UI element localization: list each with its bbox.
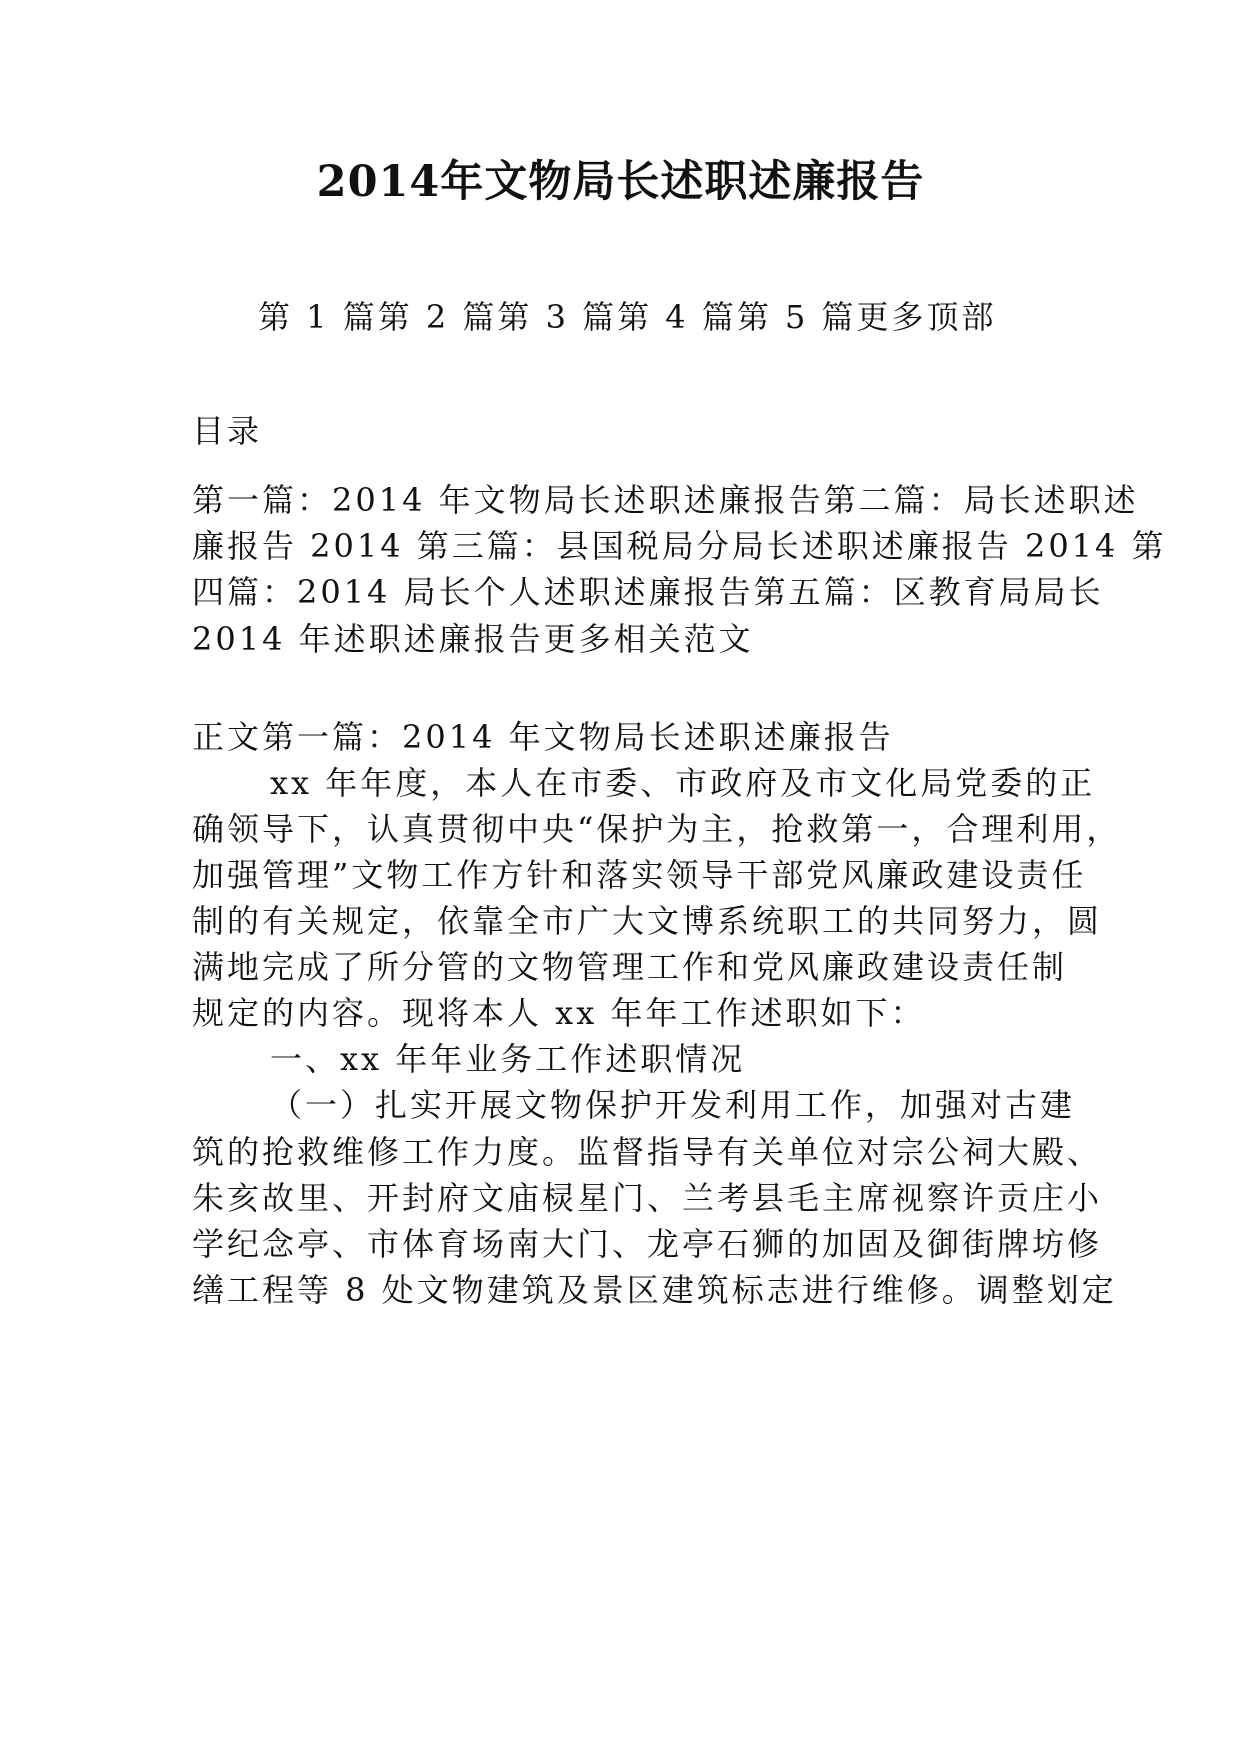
body-subheading: 一、xx 年年业务工作述职情况 — [270, 1040, 746, 1078]
body-paragraph-line: 满地完成了所分管的文物管理工作和党风廉政建设责任制 — [192, 948, 1068, 986]
body-paragraph-line: 加强管理”文物工作方针和落实领导干部党风廉政建设责任 — [192, 856, 1087, 894]
toc-heading: 目录 — [192, 412, 263, 450]
toc-line: 四篇：2014 局长个人述职述廉报告第五篇：区教育局局长 — [192, 573, 1104, 611]
body-section-heading: 正文第一篇：2014 年文物局长述职述廉报告 — [192, 718, 894, 756]
toc-line: 2014 年述职述廉报告更多相关范文 — [192, 620, 754, 658]
body-paragraph-line: 学纪念亭、市体育场南大门、龙亭石狮的加固及御街牌坊修 — [192, 1225, 1103, 1263]
body-paragraph-line: 缮工程等 8 处文物建筑及景区建筑标志进行维修。调整划定 — [192, 1271, 1117, 1309]
body-paragraph-line: （一）扎实开展文物保护开发利用工作，加强对古建 — [270, 1086, 1076, 1124]
toc-line: 第一篇：2014 年文物局长述职述廉报告第二篇：局长述职述 — [192, 481, 1139, 519]
document-title: 2014年文物局长述职述廉报告 — [316, 157, 925, 207]
article-nav-line: 第 1 篇第 2 篇第 3 篇第 4 篇第 5 篇更多顶部 — [258, 298, 997, 336]
body-paragraph-line: 确领导下，认真贯彻中央“保护为主，抢救第一，合理利用， — [192, 810, 1122, 848]
body-paragraph-line: 筑的抢救维修工作力度。监督指导有关单位对宗公祠大殿、 — [192, 1133, 1103, 1171]
body-paragraph-line: 朱亥故里、开封府文庙棂星门、兰考县毛主席视察许贡庄小 — [192, 1179, 1103, 1217]
toc-line: 廉报告 2014 第三篇：县国税局分局长述职述廉报告 2014 第 — [192, 527, 1167, 565]
body-paragraph-line: 规定的内容。现将本人 xx 年年工作述职如下： — [192, 994, 926, 1032]
body-paragraph-line: 制的有关规定，依靠全市广大文博系统职工的共同努力，圆 — [192, 902, 1103, 940]
body-paragraph-line: xx 年年度，本人在市委、市政府及市文化局党委的正 — [270, 764, 1096, 802]
